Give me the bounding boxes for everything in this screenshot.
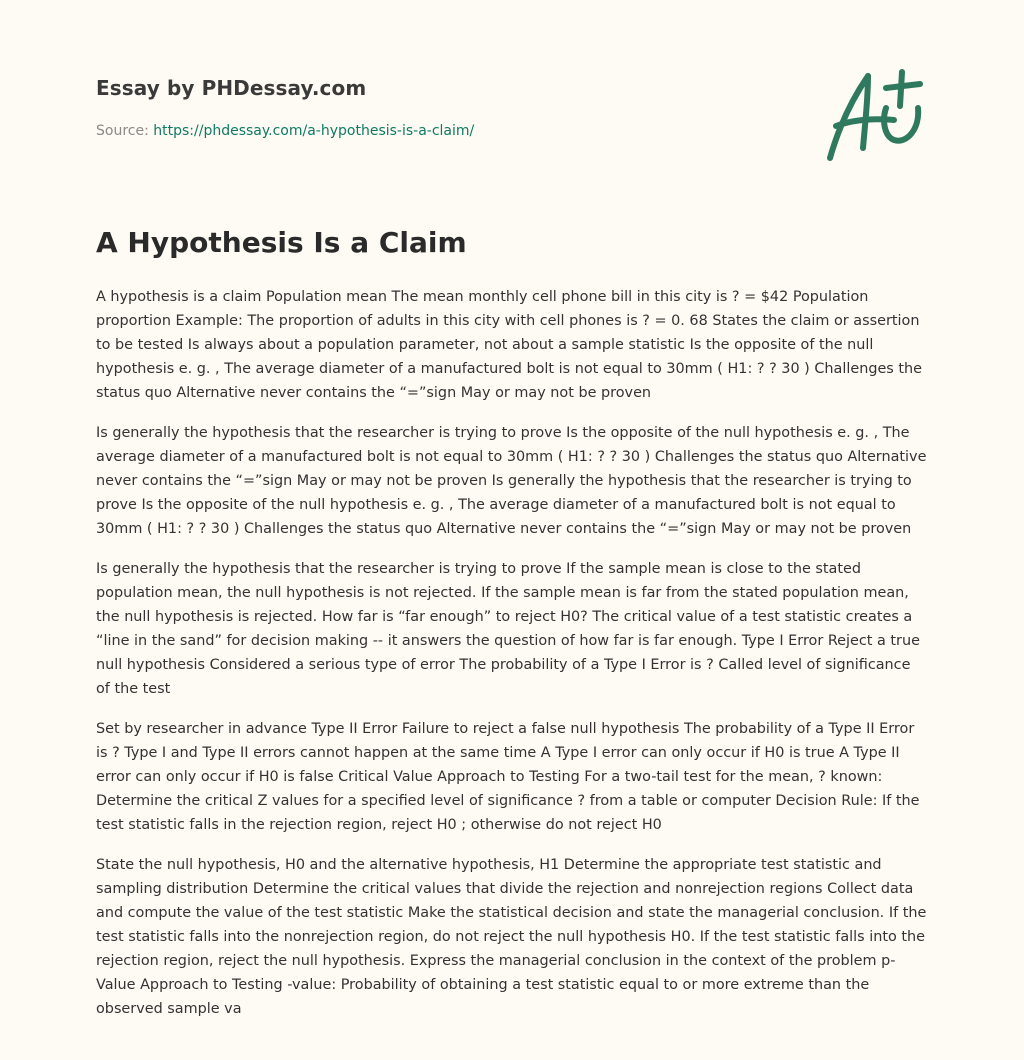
source-label: Source: [96,123,149,139]
a-plus-logo-icon [818,68,928,164]
source-line [96,123,474,139]
paragraph: Set by researcher in advance Type II Error Failure to reject a false null hypothesis The probability of a Type II Error is ? Type I and Type II errors cannot happen at the same time A Type I error can only occur if H0 is true A Type II error can only occur if H0 is false Critical Value Approach to Testing For a two-tail test for the mean, ? known: Determine the critical Z values for a specified level of significance ? from a table or computer Decision Rule: If the test statistic falls in the rejection region, reject H0 ; otherwise do not reject H0 [96,721,920,833]
paragraph: State the null hypothesis, H0 and the alternative hypothesis, H1 Determine the appropriate test statistic and sampling distribution Determine the critical values that divide the rejection and nonrejection regions Collect data and compute the value of the test statistic Make the statistical decision and state the managerial conclusion. If the test statistic falls into the nonrejection region, do not reject the null hypothesis H0. If the test statistic falls into the rejection region, reject the null hypothesis. Express the managerial conclusion in the context of the problem p-Value Approach to Testing -value: Probability of obtaining a test statistic equal to or more extreme than the observed sample va [96,857,927,1017]
article-body [96,285,928,1037]
paragraph: Is generally the hypothesis that the researcher is trying to prove If the sample mean is close to the stated population mean, the null hypothesis is not rejected. If the sample mean is far from the stated population mean, the null hypothesis is rejected. How far is “far enough” to reject H0? The critical value of a test statistic creates a “line in the sand” for decision making -- it answers the question of how far is far enough. Type I Error Reject a true null hypothesis Considered a serious type of error The probability of a Type I Error is ? Called level of significance of the test [96,561,920,697]
paragraph: Is generally the hypothesis that the researcher is trying to prove Is the opposite of the null hypothesis e. g. , The average diameter of a manufactured bolt is not equal to 30mm ( H1: ? ? 30 ) Challenges the status quo Alternative never contains the “=”sign May or may not be proven Is generally the hypothesis that the researcher is trying to prove Is the opposite of the null hypothesis e. g. , The average diameter of a manufactured bolt is not equal to 30mm ( H1: ? ? 30 ) Challenges the status quo Alternative never contains the “=”sign May or may not be proven [96,425,927,537]
source-link[interactable]: https://phdessay.com/a-hypothesis-is-a-claim/ [153,123,475,139]
paragraph: A hypothesis is a claim Population mean The mean monthly cell phone bill in this city is ? = $42 Population proportion Example: The proportion of adults in this city with cell phones is ? = 0. 68 States the claim or assertion to be tested Is always about a population parameter, not about a sample statistic Is the opposite of the null hypothesis e. g. , The average diameter of a manufactured bolt is not equal to 30mm ( H1: ? ? 30 ) Challenges the status quo Alternative never contains the “=”sign May or may not be proven [96,289,922,401]
site-title: Essay by PHDessay.com [96,76,367,100]
article-title: A Hypothesis Is a Claim [96,226,467,259]
